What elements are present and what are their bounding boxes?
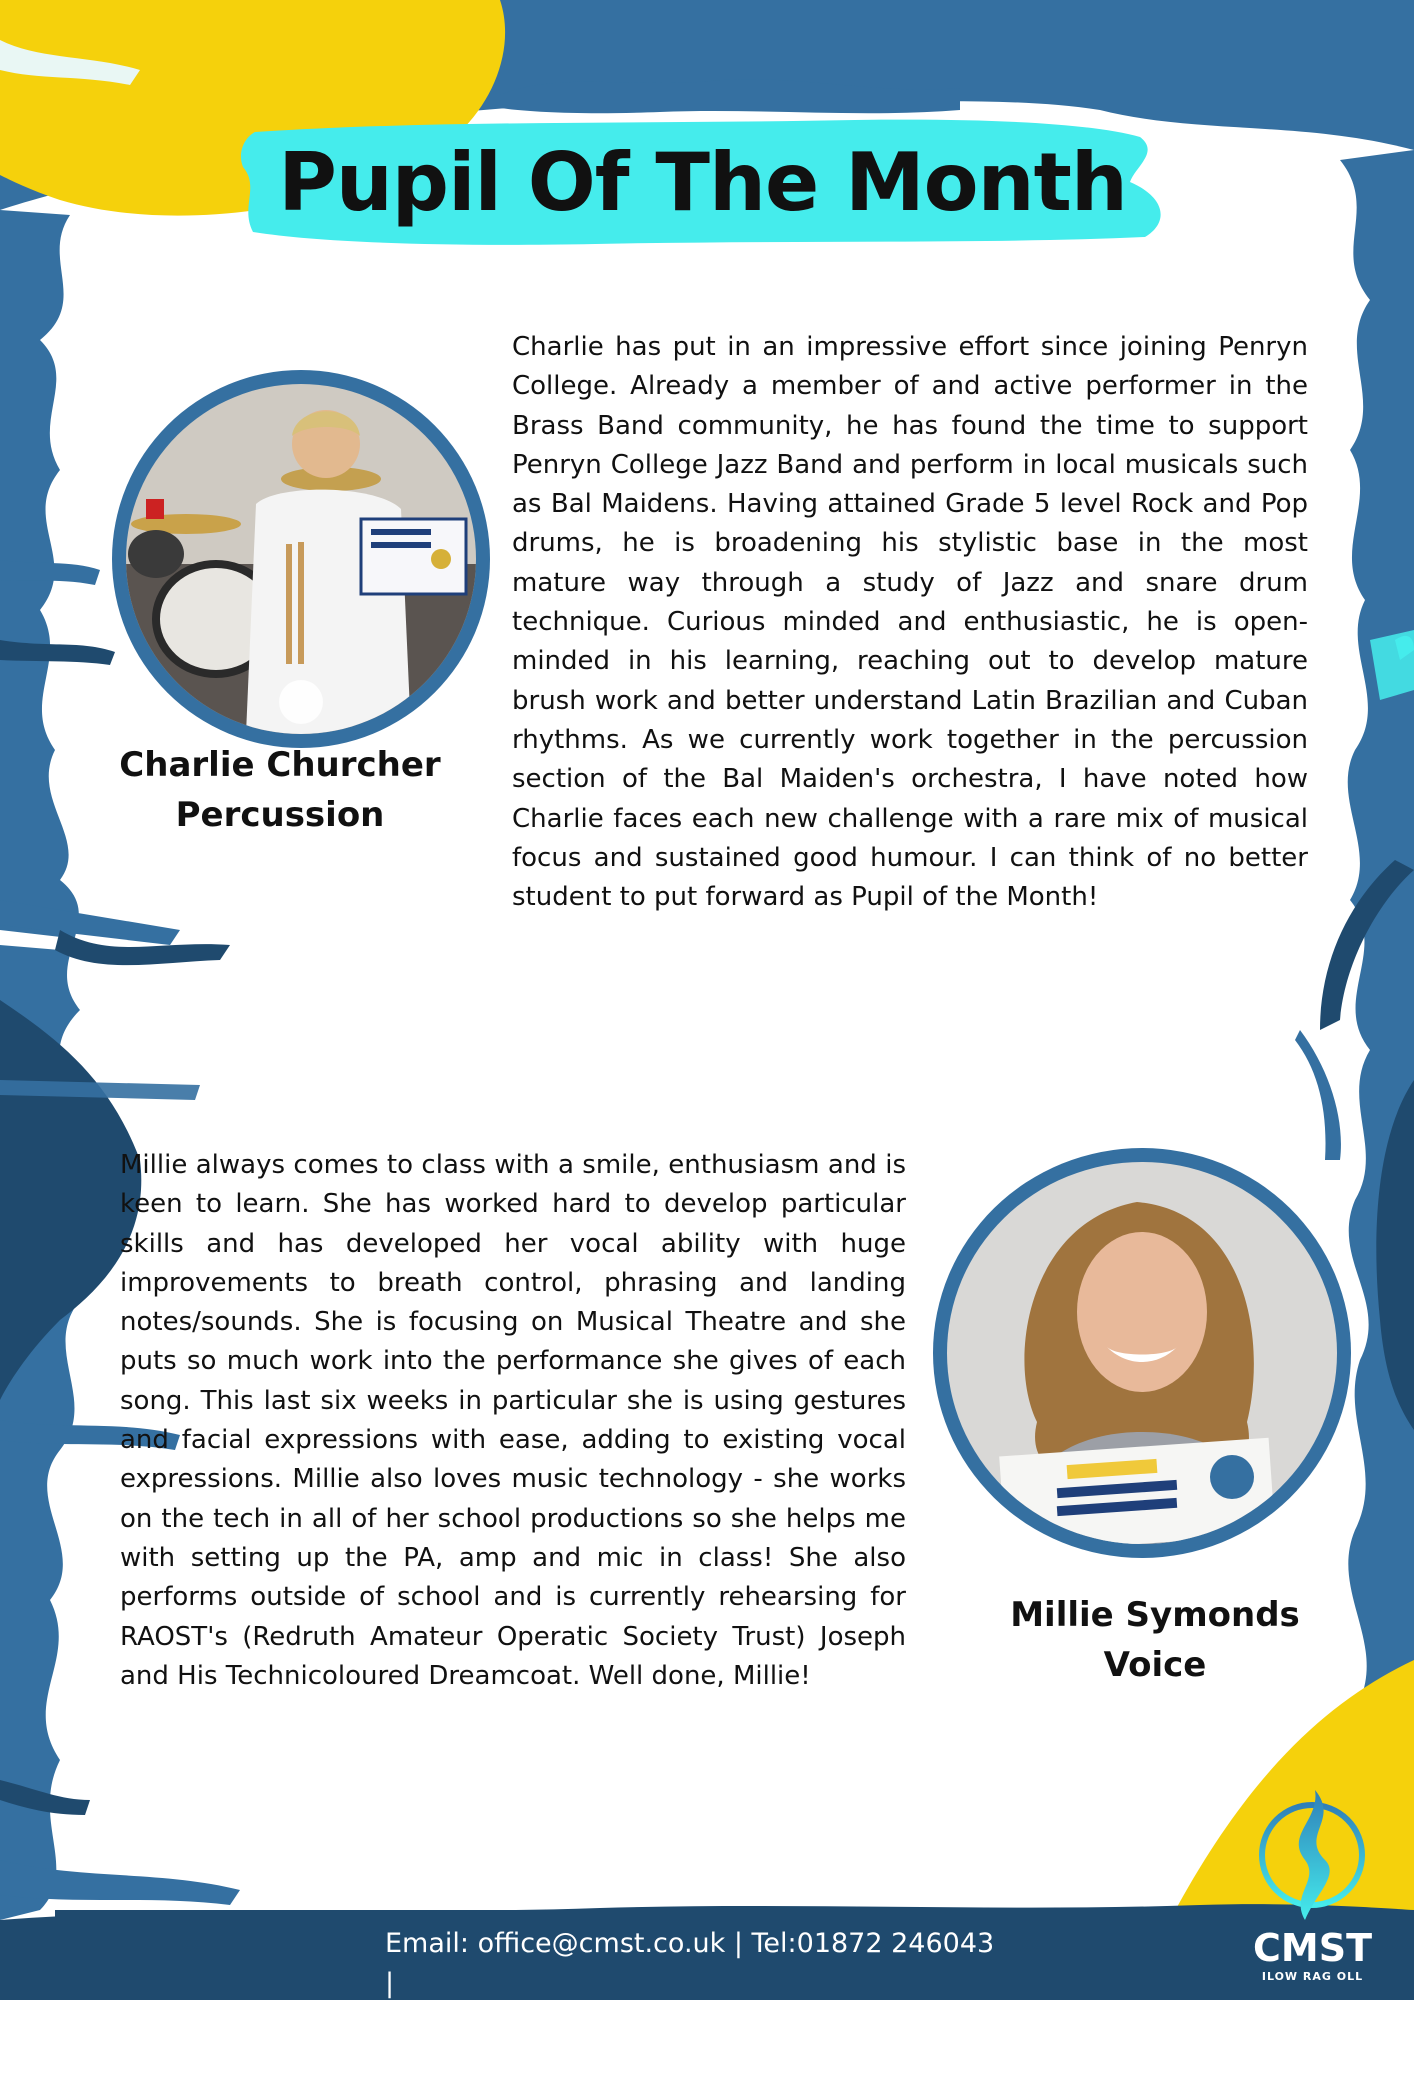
pupil-name: Millie Symonds [1010, 1595, 1300, 1635]
girl-with-certificate-image [947, 1162, 1337, 1544]
page-title: Pupil Of The Month [278, 135, 1127, 229]
charlie-bio: Charlie has put in an impressive effort since joining Penryn College. Already a member of and active performer in the Brass Band community, he has found the time to support Penryn College Jazz Band and perform in local musicals such as Bal Maidens. Having attained Grade 5 level Rock and Pop drums, he is broadening his stylistic base in the most mature way through a study of Jazz and snare drum technique. Curious minded and enthusiastic, he is open-minded in his learning, reaching out to develop mature brush work and better understand Latin Brazilian and Cuban rhythms. As we currently work together in the percussion section of the Bal Maiden's orchestra, I have noted how Charlie faces each new challenge with a rare mix of musical focus and sustained good humour. I can think of no better student to put forward as Pupil of the Month! [512, 332, 1308, 913]
charlie-name-block [100, 740, 460, 840]
pupil-name: Charlie Churcher [119, 745, 441, 785]
pupil-instrument: Voice [1103, 1645, 1207, 1685]
flame-music-icon [1245, 1780, 1380, 1930]
millie-name-block [975, 1590, 1335, 1690]
logo-name: CMST [1253, 1926, 1372, 1970]
cmst-logo [1245, 1780, 1380, 1983]
boy-with-drums-image [126, 384, 476, 734]
footer-line-1: Email: office@cmst.co.uk | Tel:01872 246043 | [385, 1928, 995, 1999]
logo-tagline: ILOW RAG OLL [1261, 1970, 1364, 1983]
millie-photo [933, 1148, 1351, 1558]
charlie-photo [112, 370, 490, 748]
millie-bio: Millie always comes to class with a smile, enthusiasm and is keen to learn. She has worked hard to develop particular skills and has developed her vocal ability with huge improvements to breath control, phrasing and landing notes/sounds. She is focusing on Musical Theatre and she puts so much work into the performance she gives of each song. This last six weeks in particular she is using gestures and facial expressions with ease, adding to existing vocal expressions. Millie also loves music technology - she works on the tech in all of her school productions so she helps me with setting up the PA, amp and mic in class! She also performs outside of school and is currently rehearsing for RAOST's (Redruth Amateur Operatic Society Trust) Joseph and His Technicoloured Dreamcoat. Well done, Millie! [120, 1150, 906, 1691]
pupil-instrument: Percussion [175, 795, 385, 835]
footer-line-2: Company No. 09268124 | Charity No. 1159622 [385, 2008, 891, 2079]
footer-contact [385, 1924, 1005, 2084]
title-banner [235, 112, 1170, 252]
